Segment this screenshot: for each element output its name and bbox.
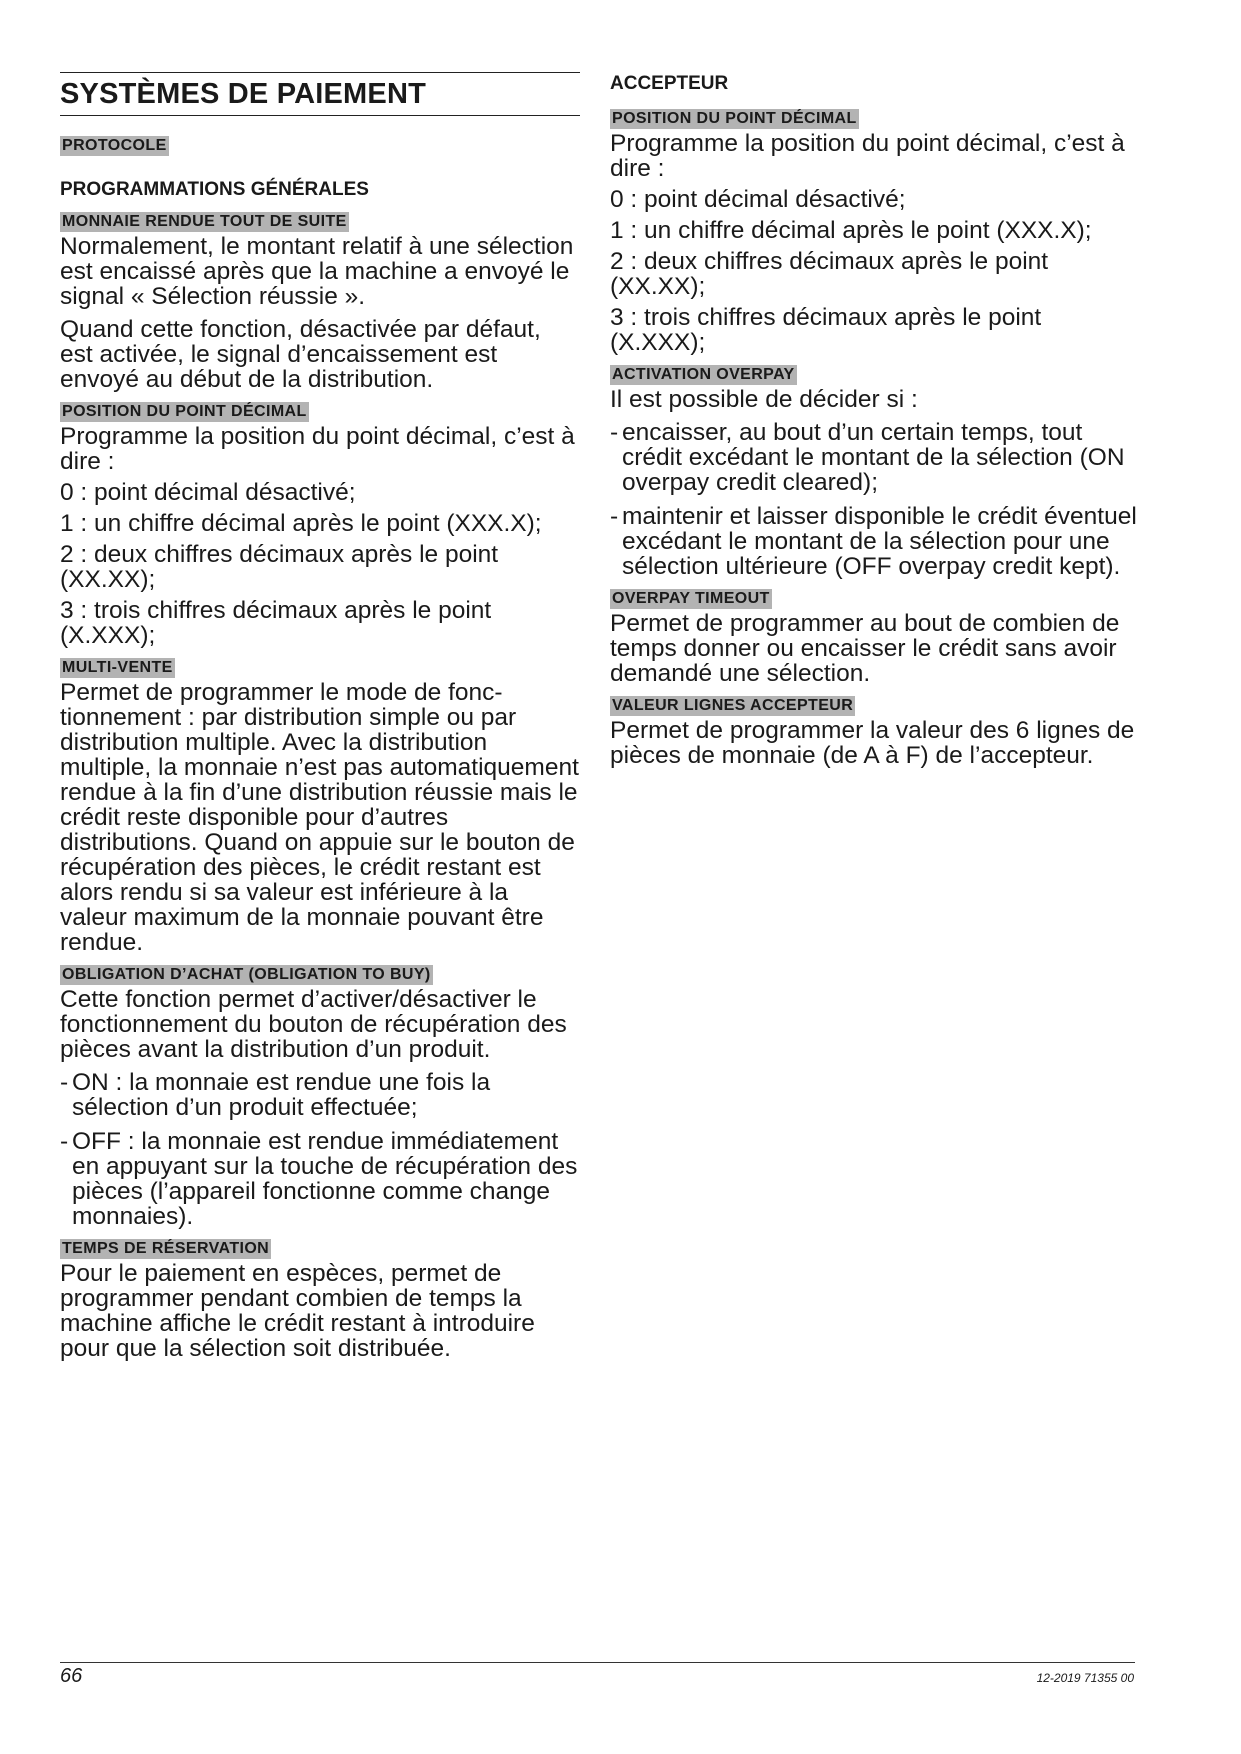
section-label: TEMPS DE RÉSERVATION bbox=[62, 1240, 270, 1257]
decimal-option-2: 2 : deux chiffres décimaux après le point (XX.XX); bbox=[610, 248, 1049, 300]
decimal-option-0: 0 : point décimal désactivé; bbox=[610, 186, 906, 213]
section-monnaie-rendue bbox=[60, 212, 580, 392]
section-label: OVERPAY TIMEOUT bbox=[612, 590, 770, 607]
section-point-decimal-accepteur bbox=[610, 109, 1140, 355]
paragraph: Normalement, le montant relatif à une sélection est encaissé après que la machine a envoyé le signal « Sélection réussie ». bbox=[60, 233, 574, 310]
decimal-option-3: 3 : trois chiffres décimaux après le point (X.XXX); bbox=[610, 304, 1042, 356]
paragraph bbox=[610, 131, 1140, 355]
document-code: 12-2019 71355 00 bbox=[1036, 1671, 1134, 1685]
list-item-text: maintenir et laisser disponible le crédit éventuel excédant le montant de la sélection pour une sélection ultérieure (OFF overpay credit kept). bbox=[622, 503, 1137, 580]
accepteur-heading: ACCEPTEUR bbox=[610, 73, 729, 94]
decimal-intro: Programme la position du point décimal, c’est à dire : bbox=[610, 130, 1125, 182]
list-item-text: OFF : la monnaie est rendue immédiatement en appuyant sur la touche de récupération des pièces (l’appareil fonctionne comme change monnaies). bbox=[72, 1128, 578, 1230]
dash-bullet: - bbox=[610, 503, 619, 530]
section-label: ACTIVATION OVERPAY bbox=[612, 366, 795, 383]
paragraph: Pour le paiement en espèces, permet de programmer pendant combien de temps la machine affiche le crédit restant à introduire pour que la sélection soit distribuée. bbox=[60, 1260, 535, 1362]
paragraph bbox=[60, 424, 580, 648]
paragraph: Cette fonction permet d’activer/désactiver le fonctionnement du bouton de récupération des pièces avant la distribution d’un produit. bbox=[60, 986, 567, 1063]
section-activation-overpay bbox=[610, 365, 1140, 579]
section-multi-vente bbox=[60, 658, 580, 955]
section-label: OBLIGATION D’ACHAT (OBLIGATION TO BUY) bbox=[62, 966, 431, 983]
list-item bbox=[60, 1129, 580, 1229]
section-label: POSITION DU POINT DÉCIMAL bbox=[612, 110, 857, 127]
paragraph: Permet de programmer le mode de fonctionnement : par distribution simple ou par distribution multiple. Avec la distribution multiple, la monnaie n’est pas automatiquement rendue à la fin d’une distribution réussie mais le crédit reste disponible pour d’autres distributions. Quand on appuie sur le bouton de récupération des pièces, le crédit restant est alors rendu si sa valeur est inférieure à la valeur maximum de la monnaie pouvant être rendue. bbox=[60, 679, 579, 956]
general-heading: PROGRAMMATIONS GÉNÉRALES bbox=[60, 179, 369, 200]
section-label: MONNAIE RENDUE TOUT DE SUITE bbox=[62, 213, 347, 230]
page-title: SYSTÈMES DE PAIEMENT bbox=[60, 72, 580, 116]
decimal-option-1: 1 : un chiffre décimal après le point (XXX.X); bbox=[610, 217, 1092, 244]
section-valeur-lignes bbox=[610, 696, 1140, 768]
paragraph: Permet de programmer au bout de combien de temps donner ou encaisser le crédit sans avoir demandé une sélection. bbox=[610, 610, 1120, 687]
section-label: MULTI-VENTE bbox=[62, 659, 173, 676]
section-overpay-timeout bbox=[610, 589, 1140, 686]
decimal-option-1: 1 : un chiffre décimal après le point (XXX.X); bbox=[60, 510, 542, 537]
list-item bbox=[60, 1070, 580, 1120]
paragraph: Quand cette fonction, désactivée par défaut, est activée, le signal d’encaissement est envoyé au début de la distribution. bbox=[60, 316, 541, 393]
dash-bullet: - bbox=[60, 1128, 69, 1155]
right-column bbox=[610, 68, 1140, 778]
decimal-option-2: 2 : deux chiffres décimaux après le point (XX.XX); bbox=[60, 541, 499, 593]
dash-bullet: - bbox=[610, 419, 619, 446]
list-item-text: ON : la monnaie est rendue une fois la sélection d’un produit effectuée; bbox=[72, 1069, 491, 1121]
decimal-option-3: 3 : trois chiffres décimaux après le point (X.XXX); bbox=[60, 597, 492, 649]
decimal-option-0: 0 : point décimal désactivé; bbox=[60, 479, 356, 506]
section-temps-reservation bbox=[60, 1239, 580, 1361]
list-item bbox=[610, 420, 1140, 495]
left-column bbox=[60, 68, 580, 1371]
dash-bullet: - bbox=[60, 1069, 69, 1096]
list-item bbox=[610, 504, 1140, 579]
section-point-decimal bbox=[60, 402, 580, 648]
section-obligation-achat bbox=[60, 965, 580, 1229]
footer-rule bbox=[60, 1662, 1135, 1663]
decimal-intro: Programme la position du point décimal, c’est à dire : bbox=[60, 423, 575, 475]
section-label: VALEUR LIGNES ACCEPTEUR bbox=[612, 697, 854, 714]
paragraph: Il est possible de décider si : bbox=[610, 386, 918, 413]
page-number: 66 bbox=[60, 1665, 83, 1687]
section-label: POSITION DU POINT DÉCIMAL bbox=[62, 403, 307, 420]
paragraph: Permet de programmer la valeur des 6 lignes de pièces de monnaie (de A à F) de l’accepteur. bbox=[610, 717, 1135, 769]
protocol-label: PROTOCOLE bbox=[62, 137, 167, 154]
list-item-text: encaisser, au bout d’un certain temps, tout crédit excédant le montant de la sélection (ON overpay credit cleared); bbox=[622, 419, 1125, 496]
